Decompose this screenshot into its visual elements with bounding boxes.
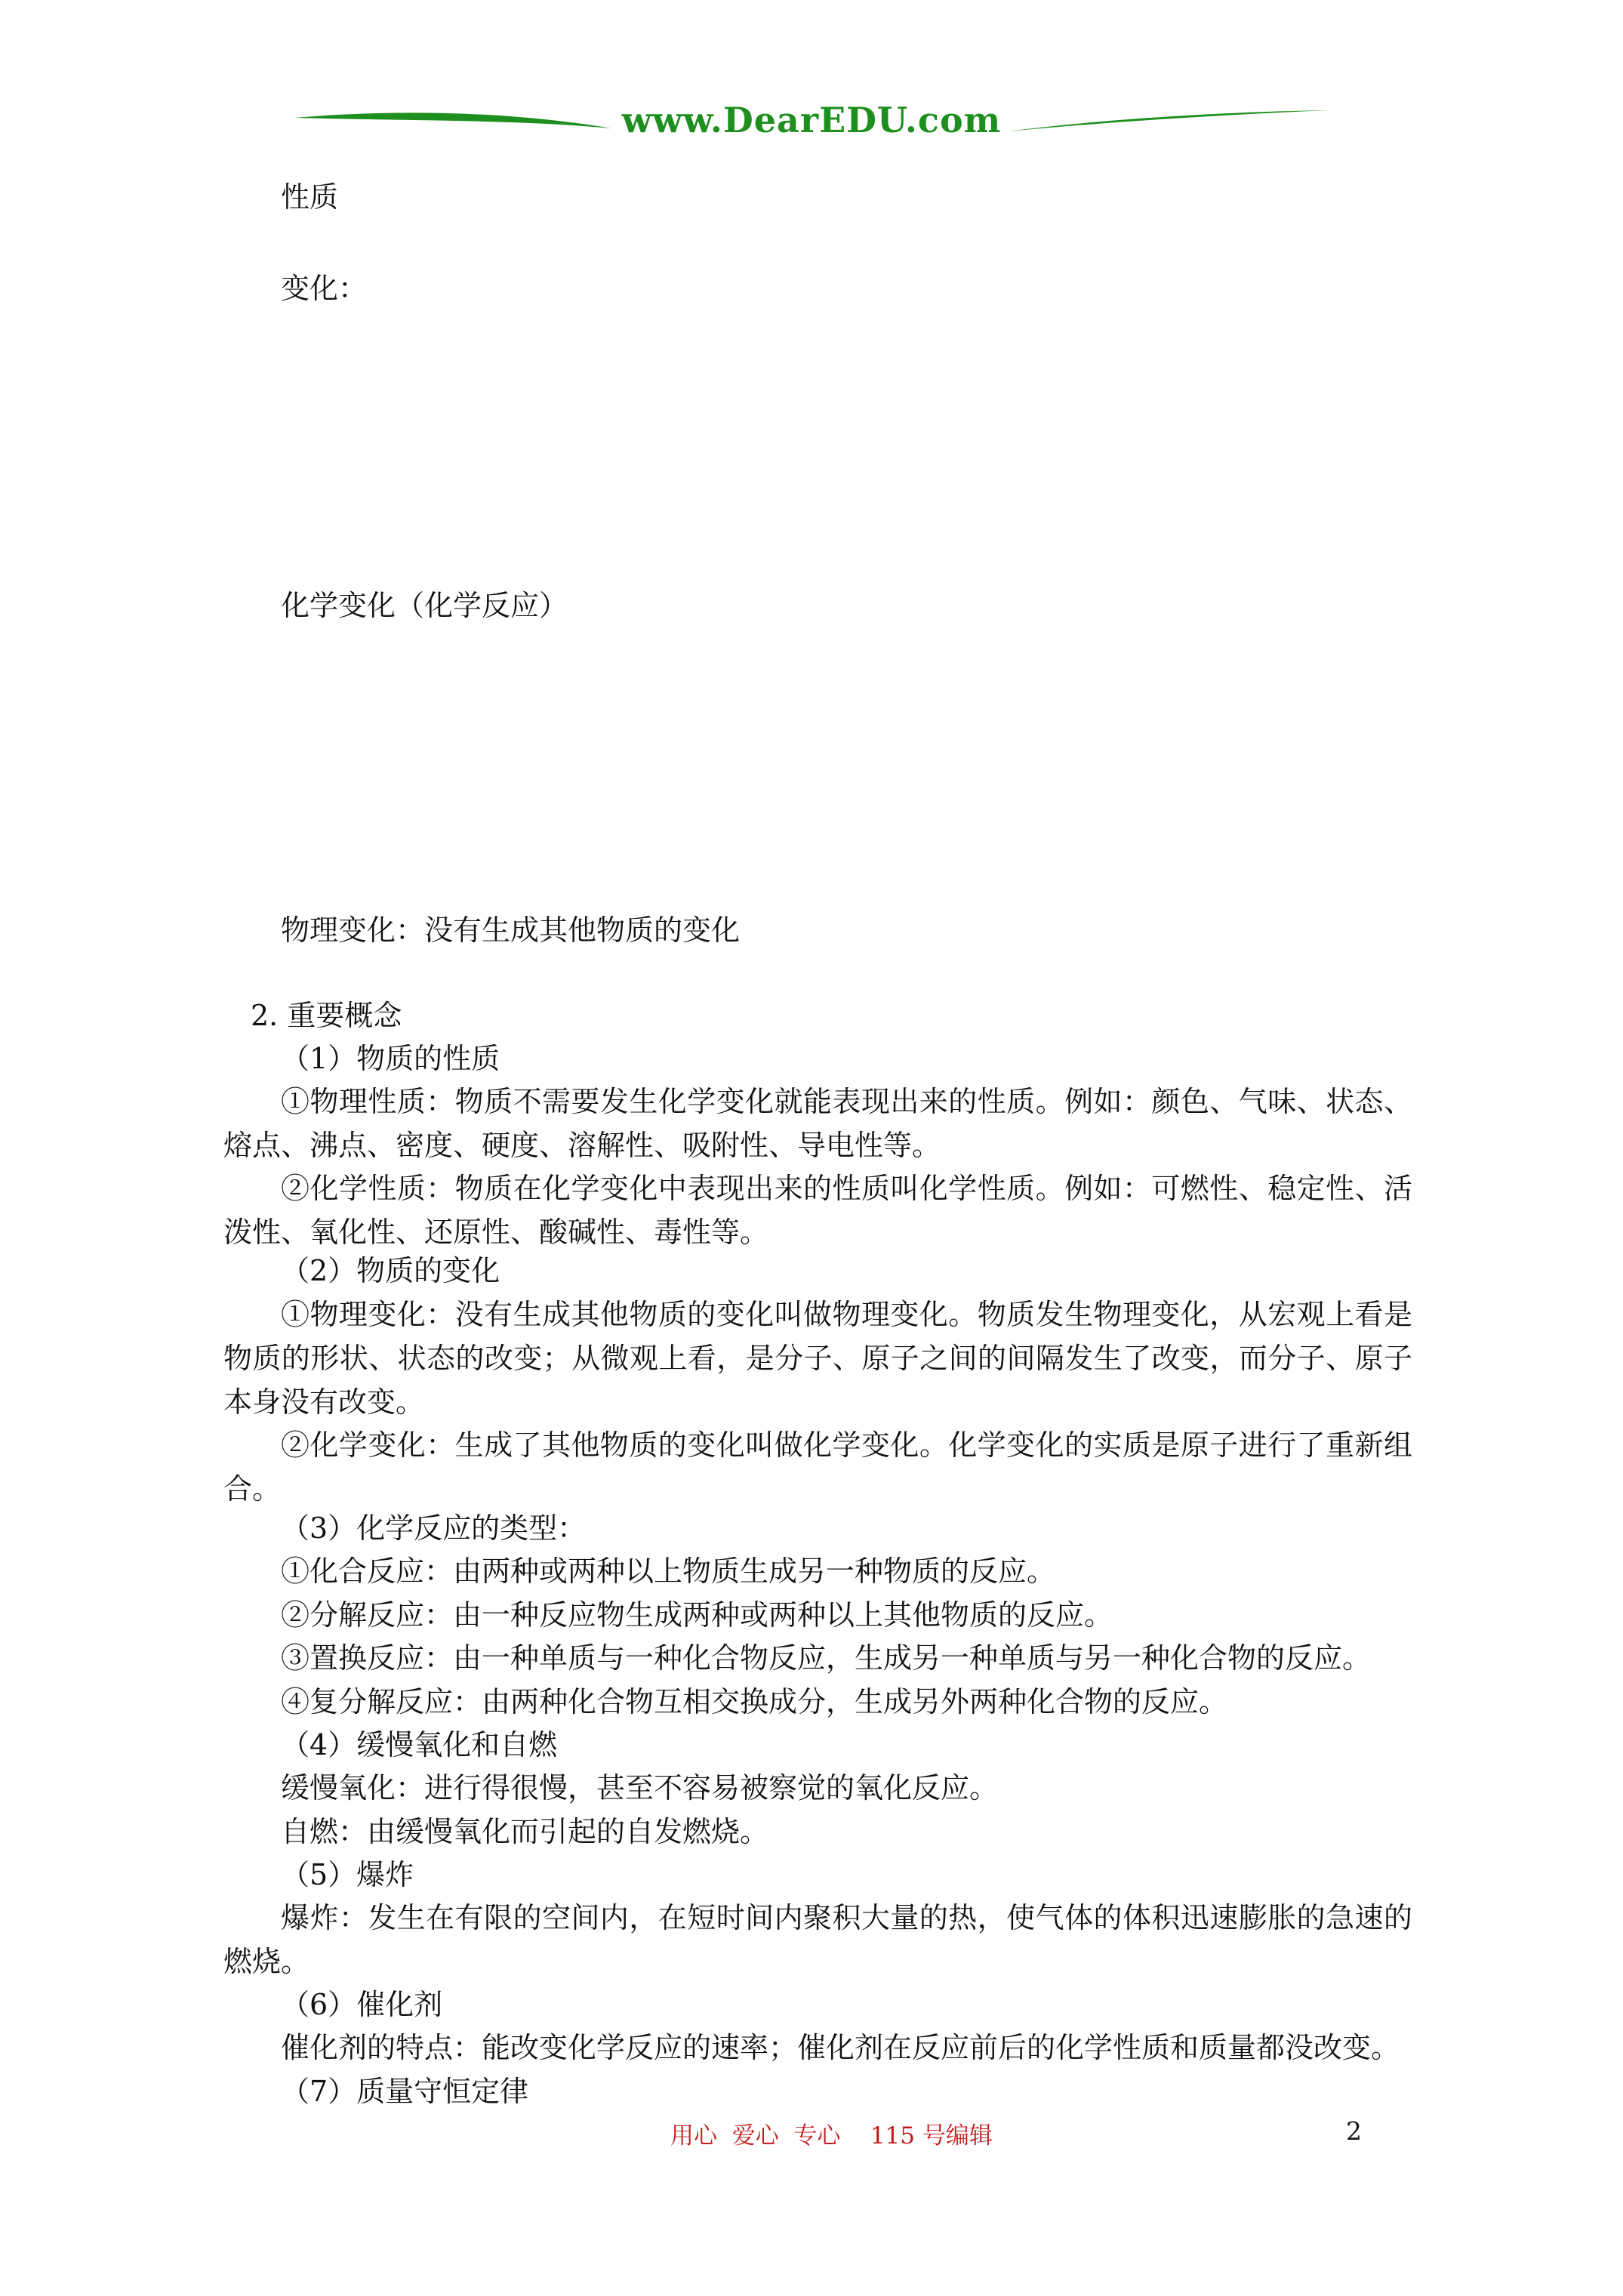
diagram-label-property: 性质: [281, 180, 339, 214]
list-item-combination: ①化合反应：由两种或两种以上物质生成另一种物质的反应。: [281, 1555, 1056, 1588]
footer-text: 用心 爱心 专心 115 号编辑: [670, 2122, 993, 2150]
paragraph-physical-change: ①物理变化：没有生成其他物质的变化叫做物理变化。物质发生物理变化，从宏观上看是物质的形状、状态的改变；从微观上看，是分子、原子之间的间隔发生了改变，而分子、原子本身没有改变。: [223, 1298, 1412, 1419]
paragraph-physical-property: ①物理性质：物质不需要发生化学变化就能表现出来的性质。例如：颜色、气味、状态、熔点、沸点、密度、硬度、溶解性、吸附性、导电性等。: [223, 1085, 1412, 1162]
text-catalyst: 催化剂的特点：能改变化学反应的速率；催化剂在反应前后的化学性质和质量都没改变。: [281, 2031, 1400, 2064]
list-item-double-decomposition: ④复分解反应：由两种化合物互相交换成分，生成另外两种化合物的反应。: [281, 1685, 1228, 1718]
text-slow-oxidation: 缓慢氧化：进行得很慢，甚至不容易被察觉的氧化反应。: [281, 1771, 999, 1804]
subheading-slow-oxidation: （4）缓慢氧化和自燃: [281, 1728, 558, 1761]
page-header: [287, 97, 1336, 151]
subheading-catalyst: （6）催化剂: [281, 1988, 443, 2021]
paragraph-chemical-change: ②化学变化：生成了其他物质的变化叫做化学变化。化学变化的实质是原子进行了重新组合。: [223, 1428, 1412, 1505]
subheading-conservation-of-mass: （7）质量守恒定律: [281, 2075, 529, 2108]
list-item-displacement: ③置换反应：由一种单质与一种化合物反应，生成另一种单质与另一种化合物的反应。: [281, 1641, 1372, 1675]
site-logo-text: www.DearEDU.com: [621, 100, 1002, 140]
section-heading: 2. 重要概念: [251, 999, 402, 1032]
text-spontaneous-combustion: 自燃：由缓慢氧化而引起的自发燃烧。: [281, 1815, 769, 1848]
subheading-changes: （2）物质的变化: [281, 1254, 500, 1287]
subheading-reaction-types: （3）化学反应的类型：: [281, 1512, 587, 1545]
subheading-properties: （1）物质的性质: [281, 1042, 500, 1075]
list-item-decomposition: ②分解反应：由一种反应物生成两种或两种以上其他物质的反应。: [281, 1598, 1113, 1632]
diagram-label-chemical-change: 化学变化（化学反应）: [281, 589, 568, 622]
paragraph-explosion: 爆炸：发生在有限的空间内，在短时间内聚积大量的热，使气体的体积迅速膨胀的急速的燃烧。: [223, 1901, 1412, 1978]
diagram-label-physical-change: 物理变化：没有生成其他物质的变化: [281, 914, 741, 947]
page-number: 2: [1346, 2116, 1362, 2146]
paragraph-chemical-property: ②化学性质：物质在化学变化中表现出来的性质叫化学性质。例如：可燃性、稳定性、活泼性、氧化性、还原性、酸碱性、毒性等。: [223, 1172, 1412, 1249]
diagram-label-change: 变化：: [281, 272, 368, 305]
subheading-explosion: （5）爆炸: [281, 1858, 414, 1891]
